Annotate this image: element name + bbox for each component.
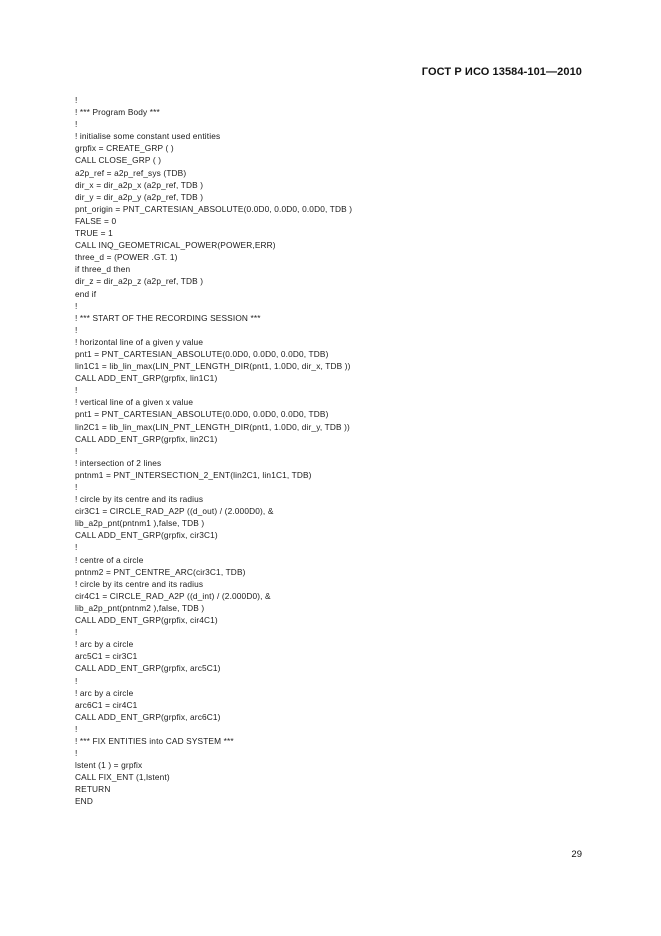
code-line: ! horizontal line of a given y value [75, 336, 204, 347]
code-line: CALL ADD_ENT_GRP(grpfix, arc5C1) [75, 663, 221, 674]
code-line: a2p_ref = a2p_ref_sys (TDB) [75, 167, 187, 178]
code-line: lib_a2p_pnt(pntnm2 ),false, TDB ) [75, 602, 205, 613]
code-line: ! [75, 542, 78, 553]
code-line: CALL ADD_ENT_GRP(grpfix, cir4C1) [75, 615, 218, 626]
code-line: ! [75, 119, 78, 130]
code-line: ! arc by a circle [75, 639, 134, 650]
code-line: ! circle by its centre and its radius [75, 494, 204, 505]
code-line: ! [75, 95, 78, 105]
code-listing [75, 94, 595, 808]
code-line: ! centre of a circle [75, 554, 144, 565]
code-line: ! *** FIX ENTITIES into CAD SYSTEM *** [75, 735, 234, 746]
code-line: lin2C1 = lib_lin_max(LIN_PNT_LENGTH_DIR(pnt1, 1.0D0, dir_y, TDB )) [75, 421, 350, 432]
code-line: ! [75, 723, 78, 734]
code-line: dir_x = dir_a2p_x (a2p_ref, TDB ) [75, 179, 204, 190]
code-line: FALSE = 0 [75, 215, 117, 226]
code-line: ! initialise some constant used entities [75, 131, 221, 142]
code-line: pnt_origin = PNT_CARTESIAN_ABSOLUTE(0.0D0, 0.0D0, 0.0D0, TDB ) [75, 203, 353, 214]
code-line: CALL ADD_ENT_GRP(grpfix, cir3C1) [75, 530, 218, 541]
code-line: END [75, 796, 93, 807]
code-line: CALL INQ_GEOMETRICAL_POWER(POWER,ERR) [75, 240, 276, 251]
page-header: ГОСТ Р ИСО 13584-101—2010 [421, 66, 582, 78]
code-line: arc5C1 = cir3C1 [75, 651, 138, 662]
code-line: grpfix = CREATE_GRP ( ) [75, 143, 174, 154]
code-line: CALL CLOSE_GRP ( ) [75, 155, 162, 166]
code-line: CALL FIX_ENT (1,lstent) [75, 772, 170, 783]
code-line: ! [75, 300, 78, 311]
code-line: ! [75, 627, 78, 638]
code-line: CALL ADD_ENT_GRP(grpfix, lin1C1) [75, 373, 218, 384]
code-line: cir3C1 = CIRCLE_RAD_A2P ((d_out) / (2.000D0), & [75, 506, 274, 517]
code-line: pntnm1 = PNT_INTERSECTION_2_ENT(lin2C1, lin1C1, TDB) [75, 469, 312, 480]
code-line: ! [75, 385, 78, 396]
code-line: CALL ADD_ENT_GRP(grpfix, arc6C1) [75, 711, 221, 722]
code-line: ! [75, 675, 78, 686]
code-line: lstent (1 ) = grpfix [75, 760, 143, 771]
page-number: 29 [571, 849, 582, 860]
code-line: TRUE = 1 [75, 228, 113, 239]
code-line: three_d = (POWER .GT. 1) [75, 252, 178, 263]
code-line: ! vertical line of a given x value [75, 397, 194, 408]
code-line: ! arc by a circle [75, 687, 134, 698]
code-line: ! [75, 748, 78, 759]
code-line: ! *** Program Body *** [75, 107, 160, 118]
code-line: cir4C1 = CIRCLE_RAD_A2P ((d_int) / (2.000D0), & [75, 590, 271, 601]
code-line: end if [75, 288, 97, 299]
code-line: pnt1 = PNT_CARTESIAN_ABSOLUTE(0.0D0, 0.0D0, 0.0D0, TDB) [75, 348, 329, 359]
code-line: ! [75, 324, 78, 335]
code-line: ! [75, 445, 78, 456]
code-line: dir_z = dir_a2p_z (a2p_ref, TDB ) [75, 276, 204, 287]
code-line: arc6C1 = cir4C1 [75, 699, 138, 710]
code-line: lib_a2p_pnt(pntnm1 ),false, TDB ) [75, 518, 205, 529]
code-line: if three_d then [75, 264, 131, 275]
code-line: pntnm2 = PNT_CENTRE_ARC(cir3C1, TDB) [75, 566, 246, 577]
code-line: ! *** START OF THE RECORDING SESSION *** [75, 312, 261, 323]
code-line: ! [75, 482, 78, 492]
code-line: pnt1 = PNT_CARTESIAN_ABSOLUTE(0.0D0, 0.0D0, 0.0D0, TDB) [75, 409, 329, 420]
code-line: lin1C1 = lib_lin_max(LIN_PNT_LENGTH_DIR(pnt1, 1.0D0, dir_x, TDB )) [75, 361, 351, 372]
code-line: ! circle by its centre and its radius [75, 578, 204, 589]
code-line: CALL ADD_ENT_GRP(grpfix, lin2C1) [75, 433, 218, 444]
code-line: dir_y = dir_a2p_y (a2p_ref, TDB ) [75, 191, 204, 202]
code-line: ! intersection of 2 lines [75, 457, 162, 468]
code-line: RETURN [75, 784, 111, 795]
